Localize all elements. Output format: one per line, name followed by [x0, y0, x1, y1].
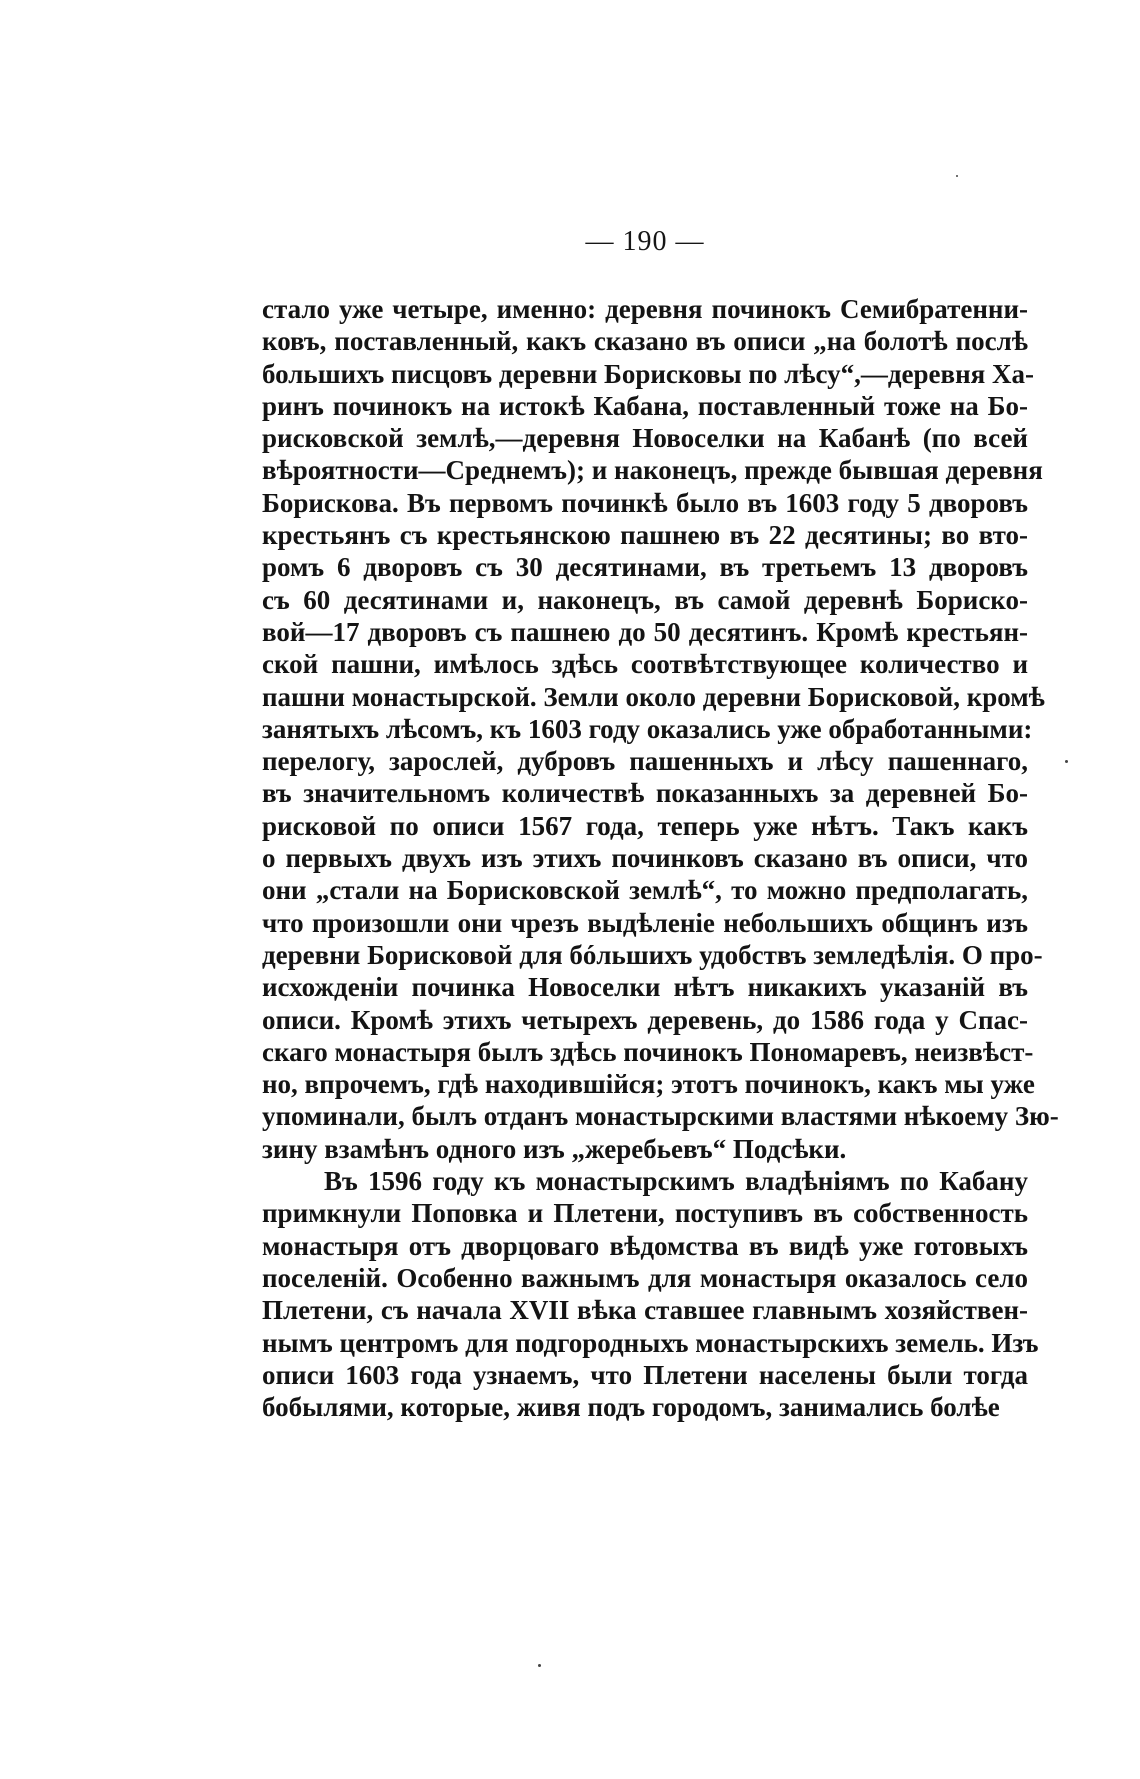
text-line: рисковской землѣ,—деревня Новоселки на Кабанѣ (по всей — [262, 423, 1028, 454]
text-line: нымъ центромъ для подгородныхъ монастырскихъ земель. Изъ — [262, 1327, 1039, 1358]
page-number: — 190 — — [585, 226, 705, 257]
text-line: большихъ писцовъ деревни Борисковы по лѣсу“,—деревня Ха- — [262, 358, 1035, 389]
text-line: стало уже четыре, именно: деревня починокъ Семибратенни- — [262, 294, 1028, 324]
text-line: зину взамѣнъ одного изъ „жеребьевъ“ Подсѣки. — [262, 1133, 847, 1164]
text-line: Плетени, съ начала XVII вѣка ставшее главнымъ хозяйствен- — [262, 1295, 1028, 1326]
text-line: съ 60 десятинами и, наконецъ, въ самой деревнѣ Бориско- — [262, 584, 1028, 615]
text-line: вой—17 дворовъ съ пашнею до 50 десятинъ. Кромѣ крестьян- — [262, 616, 1028, 647]
text-line: рисковой по описи 1567 года, теперь уже нѣтъ. Такъ какъ — [262, 810, 1028, 841]
text-line: о первыхъ двухъ изъ этихъ починковъ сказано въ описи, что — [262, 843, 1028, 874]
text-line: занятыхъ лѣсомъ, къ 1603 году оказались уже обработанными: — [262, 713, 1033, 744]
scan-speck — [956, 175, 958, 177]
text-line: но, впрочемъ, гдѣ находившійся; этотъ починокъ, какъ мы уже — [262, 1069, 1035, 1100]
text-line: деревни Борисковой для бóльшихъ удобствъ земледѣлія. О про- — [262, 939, 1043, 970]
text-line: ромъ 6 дворовъ съ 30 десятинами, въ третьемъ 13 дворовъ — [262, 552, 1028, 583]
text-line: ской пашни, имѣлось здѣсь соотвѣтствующее количество и — [262, 649, 1028, 680]
scan-speck — [538, 1664, 541, 1667]
text-line: монастыря отъ дворцоваго вѣдомства въ видѣ уже готовыхъ — [262, 1230, 1028, 1261]
text-line: Въ 1596 году къ монастырскимъ владѣніямъ по Кабану — [324, 1166, 1028, 1197]
text-line: поселеній. Особенно важнымъ для монастыря оказалось село — [262, 1262, 1028, 1293]
text-line: ринъ починокъ на истокѣ Кабана, поставленный тоже на Бо- — [262, 390, 1028, 421]
text-line: описи. Кромѣ этихъ четырехъ деревень, до 1586 года у Спас- — [262, 1004, 1028, 1035]
text-line: они „стали на Борисковской землѣ“, то можно предполагать, — [262, 875, 1028, 906]
text-line: скаго монастыря былъ здѣсь починокъ Пономаревъ, неизвѣст- — [262, 1036, 1034, 1067]
text-line: исхожденіи починка Новоселки нѣтъ никакихъ указаній въ — [262, 972, 1028, 1003]
text-line: перелогу, зарослей, дубровъ пашенныхъ и лѣсу пашеннаго, — [262, 746, 1028, 777]
text-line: бобылями, которые, живя подъ городомъ, занимались болѣе — [262, 1392, 1000, 1423]
body-text — [262, 293, 1059, 1423]
text-line: описи 1603 года узнаемъ, что Плетени населены были тогда — [262, 1359, 1028, 1390]
scan-speck — [1065, 760, 1068, 763]
text-line: что произошли они чрезъ выдѣленіе небольшихъ общинъ изъ — [262, 907, 1028, 938]
text-line: упоминали, былъ отданъ монастырскими властями нѣкоему Зю- — [262, 1101, 1059, 1132]
text-line: примкнули Поповка и Плетени, поступивъ въ собственность — [262, 1198, 1028, 1229]
text-line: въ значительномъ количествѣ показанныхъ за деревней Бо- — [262, 778, 1028, 809]
text-line: пашни монастырской. Земли около деревни Борисковой, кромѣ — [262, 681, 1045, 712]
text-line: Борискова. Въ первомъ починкѣ было въ 1603 году 5 дворовъ — [262, 487, 1028, 518]
text-line: крестьянъ съ крестьянскою пашнею въ 22 десятины; во вто- — [262, 520, 1028, 551]
text-line: ковъ, поставленный, какъ сказано въ описи „на болотѣ послѣ — [262, 326, 1028, 357]
text-line: вѣроятности—Среднемъ); и наконецъ, прежде бывшая деревня — [262, 455, 1043, 486]
